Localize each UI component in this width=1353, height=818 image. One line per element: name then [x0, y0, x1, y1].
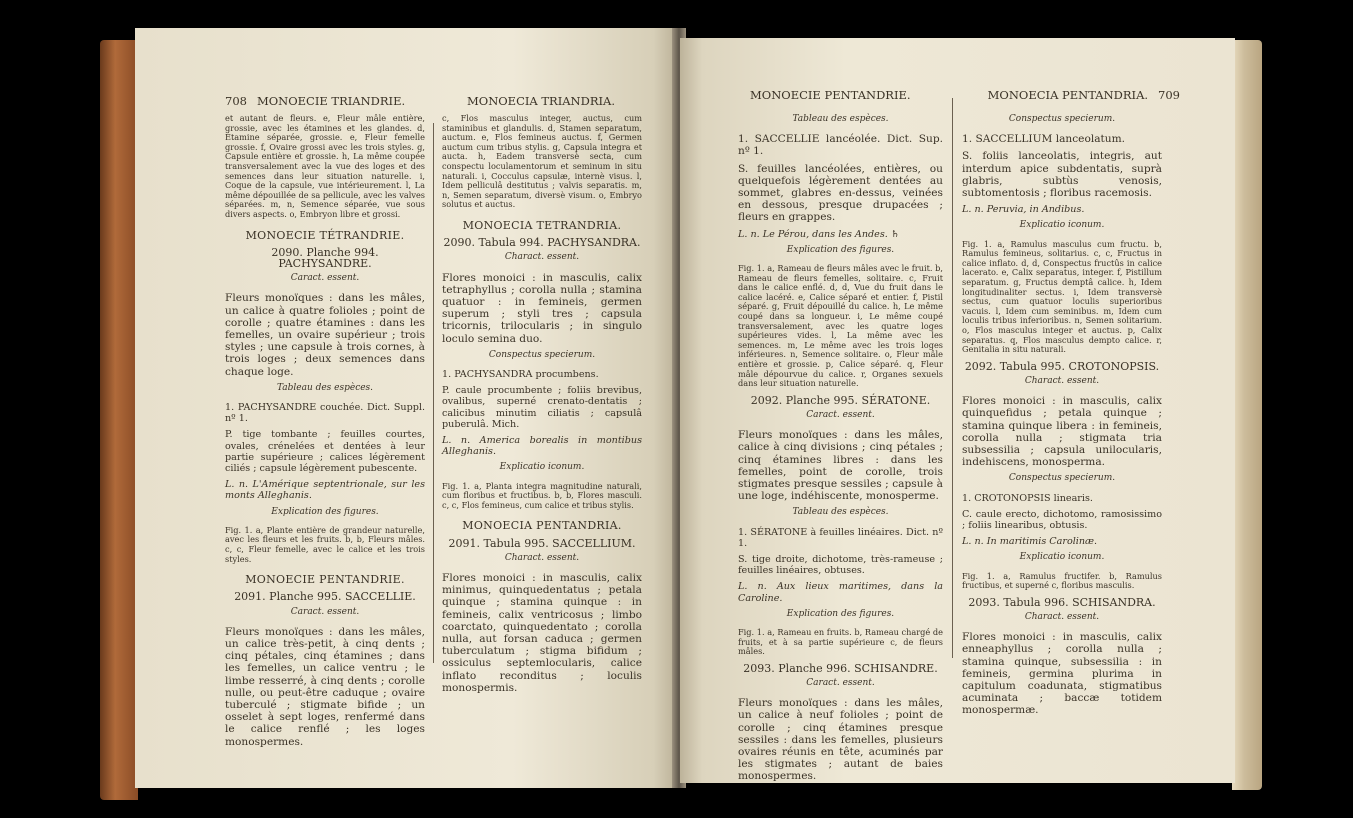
species-locality: L. n. Le Pérou, dans les Andes. ♄ [738, 228, 900, 240]
description-text: Fleurs monoïques : dans les mâles, calice à cinq divisions ; cinq pétales ; cinq étamines libres : dans les femelles, point de corolle, trois stigmates presque sessiles ; capsule à une loge, indéhiscente, monosperme. [738, 429, 943, 503]
species-description: P. caule procumbente ; foliis brevibus, ovalibus, superné crenato-dentatis ; calicibus minutim ciliatis ; capsulâ puberulâ. Mich. [442, 385, 642, 430]
section-title: MONOECIA TETRANDRIA. [462, 218, 622, 232]
explication-label: Explication des figures. [786, 244, 895, 255]
right-running-head [740, 88, 1180, 102]
left-french-column [225, 113, 425, 748]
column-divider [433, 123, 434, 663]
figure-caption: Fig. 1. a, Planta integra magnitudine naturali, cum floribus et fructibus. b, b, Flores masculi. c, c, Flos femineus, cum calice et tribus stylis. [442, 480, 642, 510]
left-page [135, 28, 675, 788]
species-locality: L. n. Aux lieux maritimes, dans la Caroline. [738, 581, 943, 604]
description-text: Flores monoici : in masculis, calix tetraphyllus ; corolla nulla ; stamina quatuor : in femineis, germen superum ; styli tres ; capsula tricornis, trilocularis ; in singulo loculo semina duo. [442, 271, 642, 345]
plate-title: 2093. Tabula 996. SCHISANDRA. [968, 595, 1156, 609]
running-head-fr-right: MONOECIE PENTANDRIE. [750, 88, 911, 102]
figure-caption: Fig. 1. a, Rameau de fleurs mâles avec le fruit. b, Rameau de fleurs femelles, solitaire. c, Fruit dans le calice enflé. d, d, Vue du fruit dans le calice lacéré. e, Calice séparé et entier. f, Pistil séparé. g, Fruit dépouillé du calice. h, Le même coupé dans sa longueur. i, Le même coupé transversalement, avec les quatre loges supérieures vides. l, La même avec les semences. m, Le même avec les trois loges inférieures. n, Semence solitaire. o, Fleur mâle entière et grossie. p, Calice séparé. q, Fleur mâle dépourvue du calice. r, Organes sexuels dans leur situation naturelle. [738, 263, 943, 389]
figure-caption: Fig. 1. a, Plante entière de grandeur naturelle, avec les fleurs et les fruits. b, b, Fleurs mâles. c, c, Fleur femelle, avec le calice et les trois styles. [225, 524, 425, 564]
description-text: Flores monoici : in masculis, calix enneaphyllus ; corolla nulla ; stamina quinque, subsessilia : in femineis, germina plurima in capitulum coadunata, stigmatibus acuminata ; baccæ totidem monospermæ. [962, 631, 1162, 717]
caract-label: Charact. essent. [1024, 375, 1100, 386]
description-text: Fleurs monoïques : dans les mâles, un calice à quatre folioles ; point de corolle ; quatre étamines : dans les femelles, un ovaire supérieur ; trois styles ; une capsule à trois cornes, à trois loges ; deux semences dans chaque loge. [225, 292, 425, 378]
tableau-label: Tableau des espèces. [792, 507, 889, 518]
species-locality: L. n. America borealis in montibus Alleghanis. [442, 434, 642, 458]
explication-label: Explication des figures. [786, 608, 895, 619]
left-running-head [225, 94, 645, 108]
plate-title: 2091. Planche 995. SACCELLIE. [234, 590, 416, 604]
intro-text: et autant de fleurs. e, Fleur mâle entière, grossie, avec les étamines et les glandes. d, Étamine séparée, grossie. e, Fleur femelle grossie. f, Ovaire grossi avec les trois styles. g, Capsule entière et grossie. h, La même coupée transversalement avec la vue des loges et des semences dans leur situation naturelle. i, Coque de la capsule, vue intérieurement. l, La même dépouillée de sa pellicule, avec les valves séparées. m, n, Semence séparée, vue sous divers aspects. o, Embryon libre et grossi. [225, 113, 425, 219]
species-locality: L. n. In maritimis Carolinæ. [962, 536, 1098, 548]
figure-caption: Fig. 1. a, Rameau en fruits. b, Rameau chargé de fruits, et à sa partie supérieure c, de fleurs mâles. [738, 627, 943, 657]
plate-title: 2092. Tabula 995. CROTONOPSIS. [964, 359, 1160, 373]
description-text: Flores monoici : in masculis, calix quinquefidus ; petala quinque ; stamina quinque libera : in femineis, corolla nulla ; stigmata tria subsessilia ; capsula unilocularis, indehiscens, monosperma. [962, 395, 1162, 469]
description-text: Fleurs monoïques : dans les mâles, un calice très-petit, à cinq dents ; cinq pétales, cinq étamines ; dans les femelles, un calice ventru ; le limbe resserré, à cinq dents ; corolle nulle, ou peut-être caduque ; ovaire tuberculé ; stigmate bifide ; un osselet à sept loges, renfermé dans le calice renflé ; les loges monospermes. [225, 625, 425, 748]
section-title: MONOECIE PENTANDRIE. [245, 573, 405, 587]
figure-caption: Fig. 1. a, Ramulus masculus cum fructu. b, Ramulus femineus, solitarius. c, c, Fructus in calice inflato. d, d, Conspectus fructûs in calice lacerato. e, Calix separatus, integer. f, Pistillum separatum. g, Fructus demptâ calice. h, Idem longitudinaliter sectus. i, Idem transversè sectus, cum quatuor loculis superioribus vacuis. l, Idem cum seminibus. m, Idem cum loculis tribus inferioribus. n, Semen solitarium. o, Flos masculus integer et auctus. p, Calix separatus. q, Flos masculus dempto calice. r, Genitalia in situ naturali. [962, 238, 1162, 355]
figure-caption: Fig. 1. a, Ramulus fructifer. b, Ramulus fructibus, et superné c, floribus masculis. [962, 570, 1162, 591]
page-number-left: 708 [225, 94, 247, 108]
right-page [680, 38, 1235, 783]
plate-title: 2091. Tabula 995. SACCELLIUM. [448, 536, 636, 550]
plate-title: 2090. Planche 994. PACHYSANDRE. [271, 245, 379, 270]
species-title: 1. PACHYSANDRA procumbens. [442, 368, 599, 380]
intro-text: c, Flos masculus integer, auctus, cum staminibus et glandulis. d, Stamen separatum, auctum. e, Flos femineus auctus. f, Germen auctum cum tribus stylis. g, Capsula integra et aucta. h, Eadem transversè secta, cum conspectu loculamentorum et seminum in situ naturali. i, Cocculus capsulæ, internè visus. l, Idem pelliculâ destitutus ; valvis separatis. m, n, Semen separatum, diversè visum. o, Embryo solutus et auctus. [442, 113, 642, 210]
caract-label: Charact. essent. [504, 552, 580, 563]
caract-label: Caract. essent. [290, 606, 360, 617]
right-latin-column [962, 110, 1162, 717]
tableau-label: Tableau des espèces. [276, 382, 374, 393]
running-head-la-right: MONOECIA PENTANDRIA. [987, 88, 1149, 102]
running-head-la-left: MONOECIA TRIANDRIA. [466, 94, 615, 108]
species-description: S. foliis lanceolatis, integris, aut interdum apice subdentatis, suprà glabris, subtùs venosis, subtomentosis ; floribus racemosis. [962, 150, 1162, 200]
conspectus-label: Conspectus specierum. [488, 349, 596, 360]
species-title: 1. PACHYSANDRE couchée. Dict. Suppl. nº 1. [225, 401, 425, 425]
plate-title: 2090. Tabula 994. PACHYSANDRA. [443, 236, 641, 250]
page-number-right: 709 [1158, 88, 1180, 102]
book-edge-right [1232, 40, 1262, 790]
section-title: MONOECIA PENTANDRIA. [462, 519, 622, 533]
book-edge-left [100, 40, 138, 800]
species-description: S. tige droite, dichotome, très-rameuse ; feuilles linéaires, obtuses. [738, 553, 943, 577]
explicatio-label: Explicatio iconum. [1019, 552, 1105, 563]
left-latin-column [442, 113, 642, 694]
tableau-label: Tableau des espèces. [792, 114, 889, 124]
section-title: MONOECIE TÉTRANDRIE. [245, 228, 405, 242]
right-french-column [738, 110, 943, 783]
explication-label: Explication des figures. [271, 506, 379, 517]
species-title: 1. SÉRATONE à feuilles linéaires. Dict. nº 1. [738, 526, 943, 549]
caract-label: Caract. essent. [806, 677, 875, 688]
explicatio-label: Explicatio iconum. [1019, 220, 1105, 231]
species-description: P. tige tombante ; feuilles courtes, ovales, crénelées et dentées à leur partie supérieure ; calices légèrement ciliés ; capsule légèrement pubescente. [225, 429, 425, 474]
species-locality: L. n. L'Amérique septentrionale, sur les monts Alleghanis. [225, 479, 425, 502]
conspectus-label: Conspectus specierum. [1008, 114, 1116, 124]
caract-label: Charact. essent. [504, 252, 580, 263]
running-head-fr-left: MONOECIE TRIANDRIE. [256, 94, 406, 108]
species-description: C. caule erecto, dichotomo, ramosissimo ; foliis linearibus, obtusis. [962, 508, 1162, 531]
description-text: Flores monoici : in masculis, calix minimus, quinquedentatus ; petala quinque ; stamina quinque : in femineis, calix ventricosus ; limbo coarctato, quinquedentato ; corolla nulla, aut forsan caduca ; germen tuberculatum ; stigma bifidum ; ossiculus septemlocularis, calice inflato reconditus ; loculis monospermis. [442, 571, 642, 694]
conspectus-label: Conspectus specierum. [1008, 473, 1116, 484]
species-description: S. feuilles lancéolées, entières, ou quelquefois légèrement dentées au sommet, glabres en-dessus, veinées en dessous, presque drupacées ; fleurs en grappes. [738, 162, 943, 224]
species-title: 1. CROTONOPSIS linearis. [962, 492, 1093, 504]
species-title: 1. SACCELLIUM lanceolatum. [962, 133, 1126, 146]
column-divider [952, 98, 953, 658]
explicatio-label: Explicatio iconum. [499, 462, 585, 473]
plate-title: 2093. Planche 996. SCHISANDRE. [743, 661, 938, 675]
species-title: 1. SACCELLIE lancéolée. Dict. Sup. nº 1. [738, 133, 943, 158]
caract-label: Caract. essent. [806, 409, 875, 420]
caract-label: Caract. essent. [290, 273, 360, 284]
plate-title: 2092. Planche 995. SÉRATONE. [750, 393, 931, 407]
description-text: Fleurs monoïques : dans les mâles, un calice à neuf folioles ; point de corolle ; cinq étamines presque sessiles : dans les femelles, plusieurs ovaires réunis en tête, acuminés par les stigmates ; autant de baies monospermes. [738, 697, 943, 783]
species-locality: L. n. Peruvia, in Andibus. [962, 204, 1085, 216]
caract-label: Charact. essent. [1024, 611, 1100, 622]
